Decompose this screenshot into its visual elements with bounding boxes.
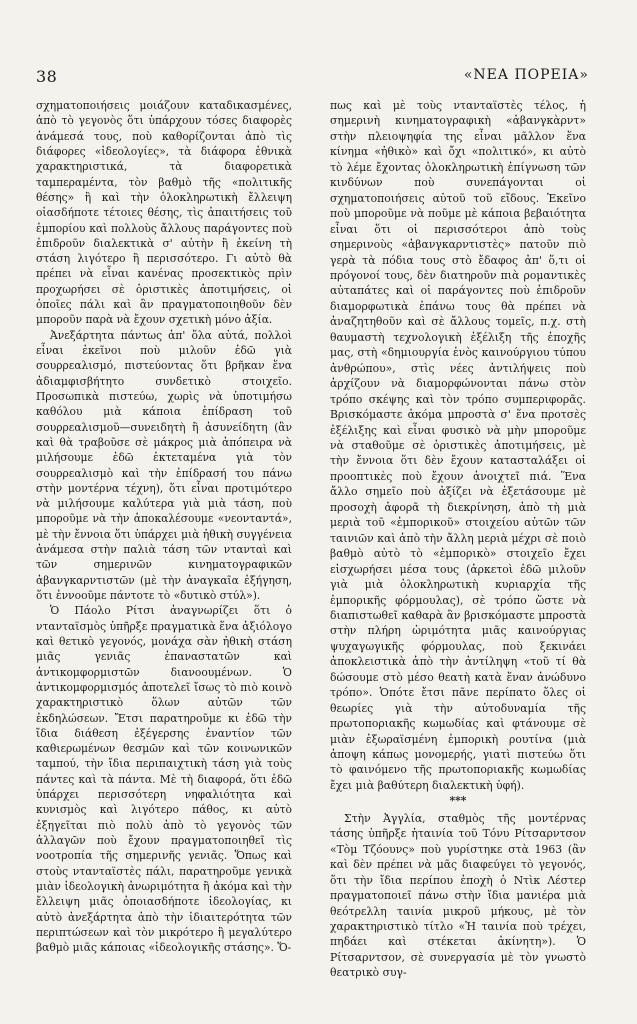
right-paragraph-1: πως καὶ μὲ τοὺς ντανταϊστὲς τέλος, ἡ σημερινὴ κινηματογραφικὴ «ἀβανγκὰρντ» στὴν πλειοψηφία της εἶναι μᾶλλον ἕνα κίνημα «ἠθικὸ» καὶ ὄχι «πολιτικό», κι αὐτὸ τὸ λέμε ἔχοντας ὁλοκληρωτικὴ ἐπίγνωση τῶν κινδύνων ποὺ συνεπάγονται οἱ σχηματοποιήσεις αὐτοῦ τοῦ εἴδους. Ἐκεῖνο ποὺ μποροῦμε νὰ ποῦμε μὲ κάποια βεβαιότητα εἶναι ὅτι οἱ περισσότεροι ἀπὸ τοὺς σημερινοὺς «ἀβανγκαρντιστὲς» πατοῦν πιὸ γερὰ τὰ πόδια τους στὸ ἔδαφος ἀπ' ὅ,τι οἱ πρόγονοί τους, δὲν διατηροῦν πιὰ ρομαντικὲς αὐταπάτες καὶ οἱ παράγοντες ποὺ ἐπιδροῦν διαμορφωτικὰ ἐπάνω τους θὰ πρέπει νὰ ἀναζητηθοῦν καὶ σὲ ἄλλους τομεῖς, π.χ. στὴ θαυμαστὴ τεχνολογικὴ ἐξέλιξη τῆς ἐποχῆς μας, στὴ «δημιουργία ἑνὸς καινούργιου τύπου ἀνθρώπου», στὶς νέες ἀντιλήψεις ποὺ ἀρχίζουν νὰ διαμορφώνονται πάνω στὸν τρόπο σκέψης καὶ τὸν τρόπο συμπεριφορᾶς. Βρισκόμαστε ἀκόμα μπροστὰ σ' ἕνα προτσὲς ἐξέλιξης καὶ εἶναι φυσικὸ νὰ μὴν μποροῦμε νὰ σταθοῦμε σὲ ὁριστικὲς ἀποτιμήσεις, μὲ τὴν ἔννοια ὅτι δὲν ἔχουν κατασταλάξει οἱ προοπτικὲς ποὺ ἔχουν ἀνοιχτεῖ πιά. Ἕνα ἄλλο σημεῖο ποὺ ἀξίζει νὰ ἐξετάσουμε μὲ προσοχὴ ἀφορᾶ τὴ διεκρίνηση, ἀπὸ τὴ μιὰ μεριὰ τοῦ «ἐμπορικοῦ» στοιχείου αὐτῶν τῶν ταινιῶν καὶ ἀπὸ τὴν ἄλλη μεριὰ μέχρι σὲ ποιὸ βαθμὸ αὐτὸ τὸ «ἐμπορικὸ» στοιχεῖο ἔχει εἰσχωρήσει μέσα τους (ἀρκετοὶ ἐδῶ μιλοῦν γιὰ μιὰ ὁλοκληρωτικὴ κυριαρχία τῆς ἐμπορικῆς φόρμουλας), σὲ τρόπο ὥστε νὰ διαπιστωθεῖ καθαρὰ ἂν βρισκόμαστε μπροστὰ στὴν πλήρη ὡριμότητα μιᾶς καινούργιας ψυχαγωγικῆς φόρμουλας, ποὺ ξεκινάει ἀποκλειστικὰ ἀπὸ τὴν ἀντίληψη «τοῦ τί θὰ δώσουμε στὸ μέσο θεατὴ κατὰ ἕναν ἀνώδυνο τρόπο». Ὁπότε ἔτσι πᾶνε περίπατο ὅλες οἱ θεωρίες γιὰ τὴν αὐτοδυναμία τῆς πρωτοποριακῆς κωμωδίας καὶ φτάνουμε σὲ μιὰν ἐξωραϊσμένη ἐμπορικὴ ρουτίνα (μιὰ ἀποψη κάπως μονομερής, γιατὶ πιστεύω ὅτι τὸ φαινόμενο τῆς πρωτοποριακῆς κωμωδίας ἔχει μιὰ βαθύτερη διαλεκτικὴ ὑφή). bbox=[330, 99, 586, 792]
page-number: 38 bbox=[36, 67, 58, 86]
right-paragraph-2: Στὴν Ἀγγλία, σταθμὸς τῆς μοντέρνας τάσης ὑπῆρξε ἡταινία τοῦ Τόνυ Ρίτσαρντσον «Τὸμ Τζόουνς» ποὺ γυρίστηκε στὰ 1963 (ἂν καὶ δὲν πρέπει νὰ μᾶς διαφεύγει τὸ γεγονός, ὅτι τὴν ἴδια περίπου ἐποχὴ ὁ Ντὶκ Λέστερ πραγματοποιεῖ πάνω στὴν ἴδια μανιέρα μιὰ θεότρελλη ταινία μικροῦ μήκους, μὲ τὸν χαρακτηριστικὸ τίτλο «Ἡ ταινία ποὺ τρέχει, πηδάει καὶ στέκεται ἀκίνητη»). Ὁ Ρίτσαρντσον, σὲ συνεργασία μὲ τὸν γνωστὸ θεατρικὸ συγ- bbox=[330, 811, 586, 980]
left-column bbox=[36, 98, 292, 956]
left-paragraph-2: Ἀνεξάρτητα πάντως ἀπ' ὅλα αὐτά, πολλοὶ εἶναι ἐκεῖνοι ποὺ μιλοῦν ἐδῶ γιὰ σουρρεαλισμό, πιστεύοντας ὅτι βρῆκαν ἕνα ἀδιαμφισβήτητο συνδετικὸ στοιχεῖο. Προσωπικὰ πιστεύω, χωρὶς νὰ ὑποτιμήσω καθόλου μιὰ κάποια ἐπίδραση τοῦ σουρρεαλισμοῦ—συνειδητὴ ἢ ἀσυνείδητη (ἂν καὶ θὰ τραβοῦσε σὲ μάκρος μιὰ ἀπόπειρα νὰ μιλήσουμε ἐδῶ ἐκτεταμένα γιὰ τὸν σουρρεαλισμὸ καὶ τὴν ἐπίδρασή του πάνω στὴν μοντέρνα τέχνη), ὅτι εἶναι προτιμότερο νὰ μιλήσουμε καλύτερα γιὰ μιὰ τάση, ποὺ μποροῦμε νὰ τὴν ἀποκαλέσουμε «νεονταντά», μὲ τὴν ἔννοια ὅτι ὑπάρχει μιὰ ἠθικὴ συγγένεια ἀνάμεσα στὴν παλιὰ τάση τῶν ντανταὶ καὶ τῶν σημερινῶν κινηματογραφικῶν ἀβανγκαρντιστῶν (μὲ τὴν ἀναγκαῖα ἐξήγηση, ὅτι ἐννοοῦμε πάντοτε τὸ «δυτικὸ στύλ»). bbox=[36, 328, 292, 602]
right-column bbox=[330, 98, 586, 981]
journal-title: «ΝΕΑ ΠΟΡΕΙΑ» bbox=[463, 67, 589, 83]
left-paragraph-1: σχηματοποιήσεις μοιάζουν καταδικασμένες, ἀπὸ τὸ γεγονὸς ὅτι ὑπάρχουν τόσες διαφορὲς ἀνάμεσά τους, ποὺ καθορίζονται ἀπὸ τὶς διάφορες «ἰδεολογίες», τὰ διάφορα ἐθνικὰ χαρακτηριστικά, τὰ διαφορετικὰ ταμπεραμέντα, τὸν βαθμὸ τῆς «πολιτικῆς θέσης» ἢ καὶ τὴν ὁλοκληρωτικὴ ἔλλειψη οἱασδήποτε τέτοιες θέσης, τὶς ἀπαιτήσεις τοῦ ἐμπορίου καὶ πολλοὺς ἄλλους παράγοντες ποὺ ἐπιδροῦν διαλεκτικὰ σ' αὐτὴν ἢ ἐκείνη τὴ στάση λιγότερο ἢ περισσότερο. Γι αὐτὸ θὰ πρέπει νὰ εἶναι κανένας προσεκτικὸς πρὶν προχωρήσει σὲ ὁριστικὲς ἀποτιμήσεις, οἱ ὁποῖες πάλι καὶ ἂν πραγματοποιηθοῦν δὲν μποροῦν παρὰ νὰ ἔχουν σχετικὴ μόνο ἀξία. bbox=[36, 99, 292, 327]
left-paragraph-3: Ὁ Πάολο Ρίτσι ἀναγνωρίζει ὅτι ὁ ντανταϊσμὸς ὑπῆρξε πραγματικὰ ἕνα ἀξιόλογο καὶ θετικὸ γεγονός, μονάχα σὰν ἠθικὴ στάση μιᾶς γενιᾶς ἐπαναστατῶν καὶ ἀντικομφορμιστῶν διανοουμένων. Ὁ ἀντικομφορμισμός ἀποτελεῖ ἴσως τὸ πιὸ κοινὸ χαρακτηριστικὸ ὅλων αὐτῶν τῶν ἐκδηλώσεων. Ἔτσι παρατηροῦμε κι ἐδῶ τὴν ἴδια διάθεση ἐξέγερσης ἐναντίον τῶν καθιερωμένων θεσμῶν καὶ τῶν κοινωνικῶν ταμπού, τὴν ἴδια περιπαιχτικὴ τάση γιὰ τοὺς πάντες καὶ τὰ πάντα. Μὲ τὴ διαφορά, ὅτι ἐδῶ ὑπάρχει περισσότερη νηφαλιότητα καὶ κυνισμὸς καὶ λιγότερο πάθος, κι αὐτὸ ἐξηγεῖται πιὸ πολὺ ἀπὸ τὸ γεγονὸς τῶν ἀλλαγῶν ποὺ ἔχουν πραγματοποιηθεῖ τὶς νοοτροπία τῆς σημερινῆς γενιᾶς. Ὅπως καὶ στοὺς ντανταϊστὲς πάλι, παρατηροῦμε γενικὰ μιὰν ἰδεολογικὴ ἀνωριμότητα ἢ ἀκόμα καὶ τὴν ἔλλειψη μιᾶς ὁποιασδήποτε ἰδεολογίας, κι αὐτὸ ἀνεξάρτητα ἀπὸ τὴν ἰδιαιτερότητα τῶν περιπτώσεων καὶ τὸν μικρότερο ἢ μεγαλύτερο βαθμὸ μιᾶς κάποιας «ἰδεολογικῆς στάσης». Ὅ- bbox=[36, 604, 292, 955]
section-separator: *** bbox=[449, 794, 467, 808]
